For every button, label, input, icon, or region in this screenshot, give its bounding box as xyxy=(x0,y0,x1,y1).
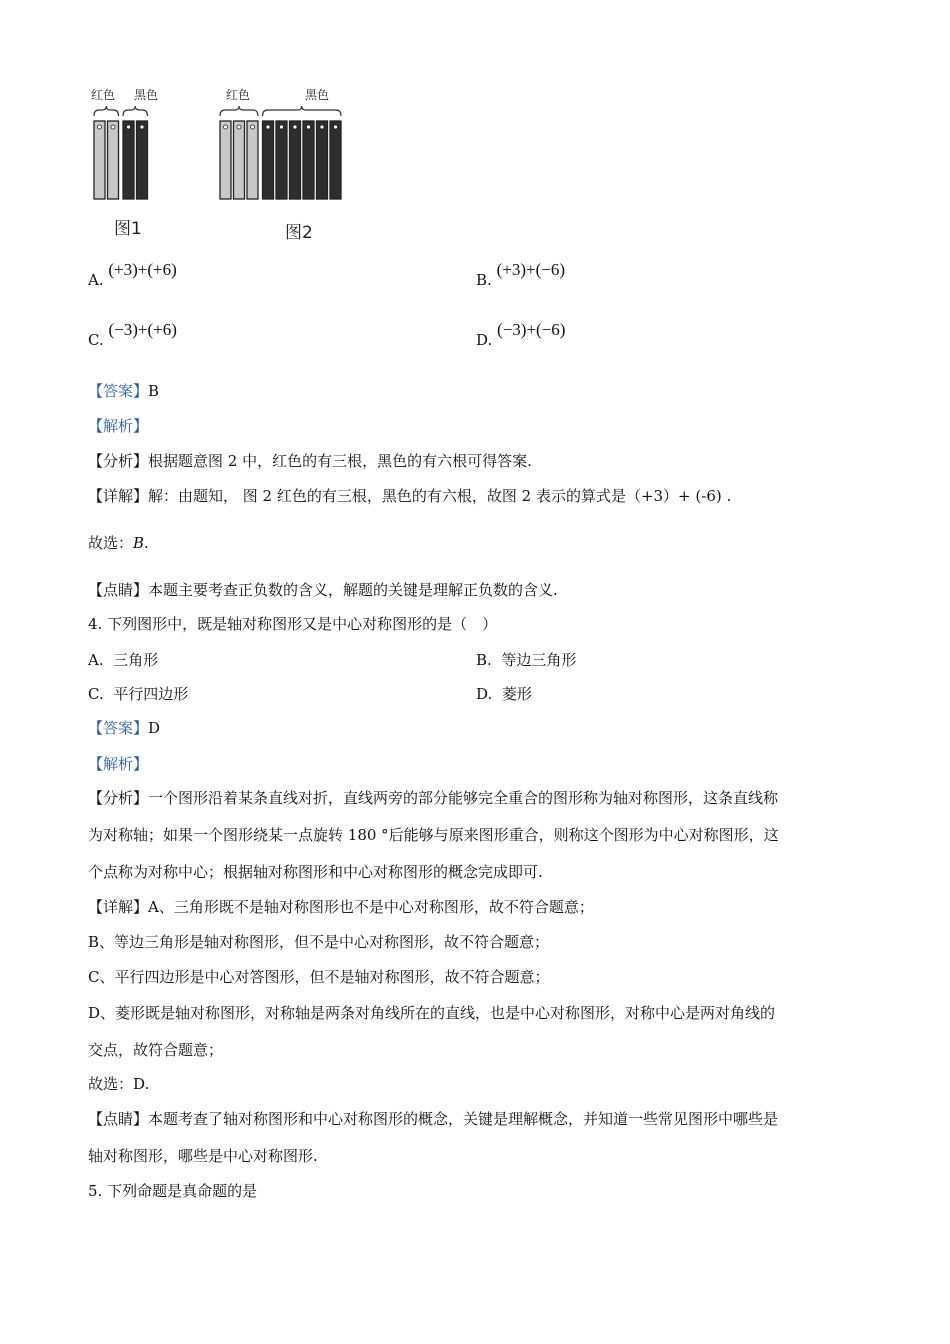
q4-xiangjie-first: 【详解】A、三角形既不是轴对称图形也不是中心对称图形，故不符合题意； xyxy=(88,898,594,916)
q3-xiangjie xyxy=(88,485,731,506)
q4-xiangjie-d-cont: 交点，故符合题意； xyxy=(88,1041,224,1059)
q3-analysis-tag: 【解析】 xyxy=(88,417,149,435)
option-letter: D. xyxy=(476,685,493,703)
q3-option-c xyxy=(88,320,177,350)
option-text: 平行四边形 xyxy=(113,685,189,703)
xiangjie-tag: 【详解】 xyxy=(88,898,149,916)
q4-option-d xyxy=(476,683,532,704)
black-rod xyxy=(123,121,134,199)
brace xyxy=(263,106,342,116)
option-letter: C. xyxy=(88,331,104,349)
option-text: 菱形 xyxy=(501,685,532,703)
q4-fenxi-line-3: 个点称为对称中心；根据轴对称图形和中心对称图形的概念完成即可. xyxy=(88,863,543,881)
fenxi-tag: 【分析】 xyxy=(88,789,149,807)
choose-letter: B xyxy=(133,534,145,552)
black-rod xyxy=(303,121,314,199)
q4-option-c xyxy=(88,683,188,704)
brace xyxy=(123,106,148,116)
brace xyxy=(220,106,258,116)
option-letter: B. xyxy=(476,651,492,669)
q4-analysis-tag: 【解析】 xyxy=(88,755,149,773)
dianjing-text: 本题主要考查正负数的含义，解题的关键是理解正负数的含义. xyxy=(148,581,558,599)
q4-xiangjie-b: B、等边三角形是轴对称图形，但不是中心对称图形，故不符合题意； xyxy=(88,933,550,951)
answer-value: B xyxy=(148,382,160,400)
fenxi-tag: 【分析】 xyxy=(88,452,149,470)
xiangjie-tag: 【详解】 xyxy=(88,487,149,505)
option-expr: (−3)+(+6) xyxy=(108,320,177,339)
q4-xiangjie-d: D、菱形既是轴对称图形，对称轴是两条对角线所在的直线，也是中心对称图形，对称中心是两对角线的 xyxy=(88,1004,776,1022)
red-rod xyxy=(108,121,119,199)
option-expr: (−3)+(−6) xyxy=(497,320,566,339)
xiangjie-text: 解：由题知， 图 2 红色的有三根，黑色的有六根，故图 2 表示的算式是（+3）+ (-6) . xyxy=(148,487,732,505)
q4-option-a xyxy=(88,649,158,670)
answer-value: D xyxy=(148,719,161,737)
q4-dianjing-line-1: 【点睛】本题考查了轴对称图形和中心对称图形的概念，关键是理解概念，并知道一些常见图形中哪些是 xyxy=(88,1110,779,1128)
black-rod xyxy=(290,121,301,199)
option-letter: A. xyxy=(88,271,104,289)
q4-option-b xyxy=(476,649,576,670)
fig1-red-label: 红色 xyxy=(91,88,116,102)
q3-answer xyxy=(88,380,159,401)
option-expr: (+3)+(−6) xyxy=(496,260,565,279)
answer-tag: 【答案】 xyxy=(88,719,149,737)
q4-question: 4. 下列图形中，既是轴对称图形又是中心对称图形的是（ ） xyxy=(88,615,498,633)
black-rod xyxy=(137,121,148,199)
answer-tag: 【答案】 xyxy=(88,382,149,400)
figure-1 xyxy=(94,106,148,199)
figure-2 xyxy=(220,106,341,199)
q3-option-d xyxy=(476,320,566,350)
fig2-black-label: 黑色 xyxy=(305,88,330,102)
q4-answer xyxy=(88,717,160,738)
option-expr: (+3)+(+6) xyxy=(108,260,177,279)
option-letter: C. xyxy=(88,685,104,703)
q5-question: 5. 下列命题是真命题的是 xyxy=(88,1182,258,1200)
black-rod xyxy=(263,121,274,199)
option-letter: D. xyxy=(476,331,493,349)
q3-option-a xyxy=(88,260,177,290)
fig2-red-label: 红色 xyxy=(226,88,251,102)
brace xyxy=(94,106,119,116)
q3-option-b xyxy=(476,260,565,290)
q3-choose: 故选：B. xyxy=(88,534,149,552)
red-rod xyxy=(220,121,231,199)
q4-dianjing-line-2: 轴对称图形，哪些是中心对称图形. xyxy=(88,1147,318,1165)
option-letter: B. xyxy=(476,271,492,289)
dianjing-tag: 【点睛】 xyxy=(88,1110,149,1128)
fig2-caption: 图2 xyxy=(285,223,313,243)
option-text: 等边三角形 xyxy=(501,651,577,669)
red-rod xyxy=(94,121,105,199)
black-rod xyxy=(330,121,341,199)
q3-dianjing xyxy=(88,579,558,600)
black-rod xyxy=(317,121,328,199)
red-rod xyxy=(234,121,245,199)
q4-fenxi-line-1: 【分析】一个图形沿着某条直线对折，直线两旁的部分能够完全重合的图形称为轴对称图形，这条直线称 xyxy=(88,789,779,807)
q4-xiangjie-c: C、平行四边形是中心对答图形，但不是轴对称图形，故不符合题意； xyxy=(88,968,550,986)
dianjing-tag: 【点睛】 xyxy=(88,581,149,599)
option-text: 三角形 xyxy=(113,651,159,669)
black-rod xyxy=(276,121,287,199)
red-rod xyxy=(247,121,258,199)
q4-fenxi-line-2: 为对称轴；如果一个图形绕某一点旋转 180 °后能够与原来图形重合，则称这个图形为中心对称图形，这 xyxy=(88,826,779,844)
option-letter: A. xyxy=(88,651,104,669)
fig1-black-label: 黑色 xyxy=(134,88,159,102)
fenxi-text: 根据题意图 2 中，红色的有三根，黑色的有六根可得答案. xyxy=(148,452,532,470)
q4-choose: 故选：D. xyxy=(88,1075,150,1093)
q3-fenxi xyxy=(88,450,532,471)
fig1-caption: 图1 xyxy=(114,219,142,239)
